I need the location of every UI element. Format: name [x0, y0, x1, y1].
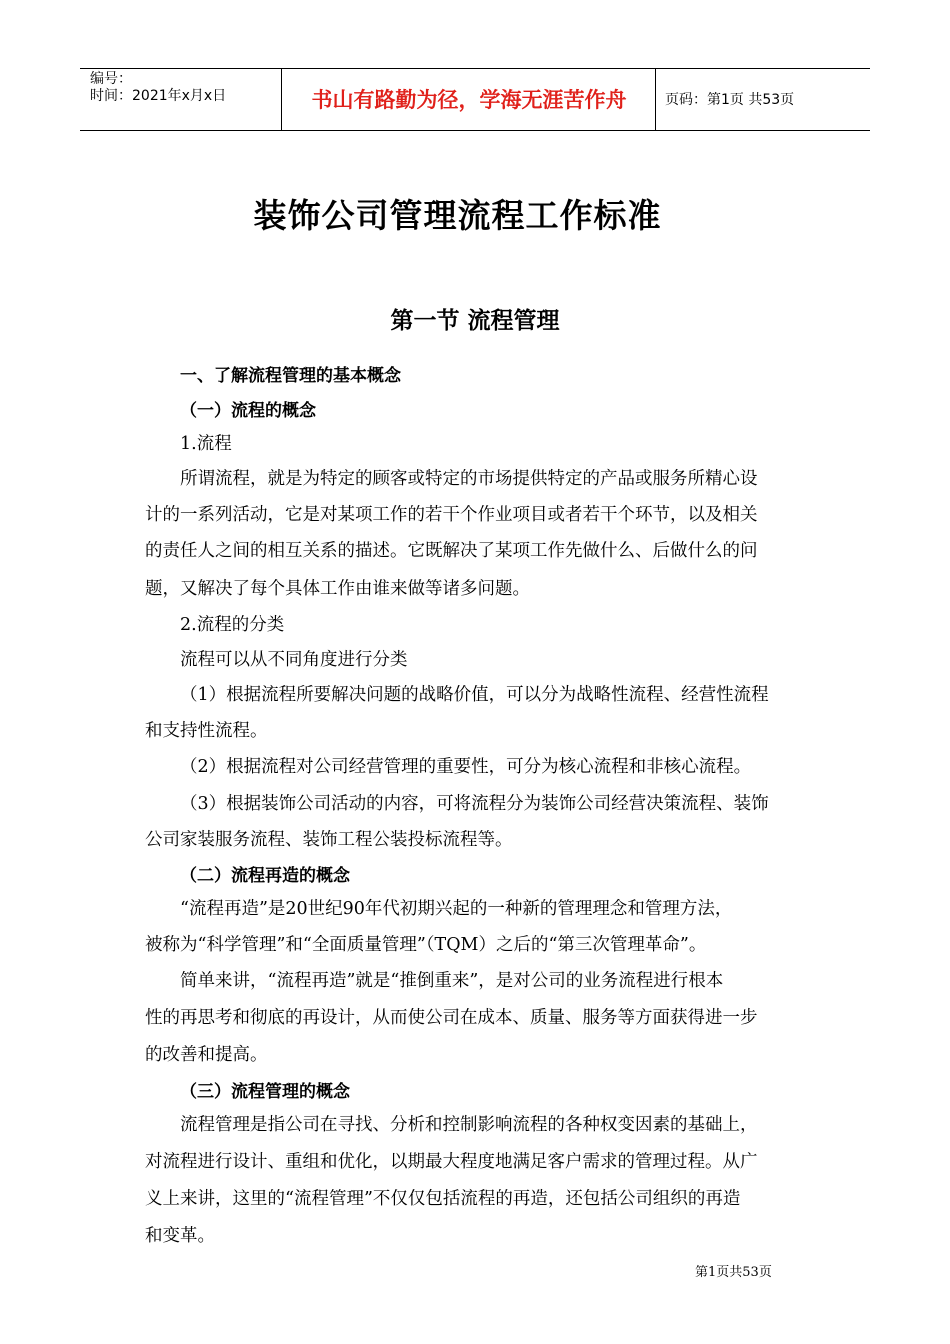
paragraph-line: “流程再造”是20世纪90年代初期兴起的一种新的管理理念和管理方法， — [180, 899, 733, 919]
heading-1: 一、了解流程管理的基本概念 — [180, 366, 401, 386]
paragraph-line: 简单来讲，“流程再造”就是“推倒重来”，是对公司的业务流程进行根本 — [180, 971, 724, 991]
paragraph-line: 和变革。 — [145, 1226, 215, 1246]
subheading: （三）流程管理的概念 — [180, 1082, 350, 1102]
paragraph-line: （3）根据装饰公司活动的内容，可将流程分为装饰公司经营决策流程、装饰 — [180, 794, 769, 814]
document-title: 装饰公司管理流程工作标准 — [253, 196, 662, 235]
document-header — [80, 68, 870, 131]
paragraph-line: 2.流程的分类 — [180, 615, 285, 635]
paragraph-line: 和支持性流程。 — [145, 721, 268, 741]
header-divider — [281, 69, 282, 130]
date-label: 时间：2021年x月x日 — [90, 88, 227, 104]
section-title: 第一节 流程管理 — [390, 308, 560, 334]
paragraph-line: 义上来讲，这里的“流程管理”不仅仅包括流程的再造，还包括公司组织的再造 — [145, 1189, 741, 1209]
paragraph-line: （2）根据流程对公司经营管理的重要性，可分为核心流程和非核心流程。 — [180, 757, 752, 777]
paragraph-line: 所谓流程，就是为特定的顾客或特定的市场提供特定的产品或服务所精心设 — [180, 469, 758, 489]
paragraph-line: 性的再思考和彻底的再设计，从而使公司在成本、质量、服务等方面获得进一步 — [145, 1008, 758, 1028]
page-footer: 第1页共53页 — [695, 1265, 772, 1280]
paragraph-line: 流程管理是指公司在寻找、分析和控制影响流程的各种权变因素的基础上， — [180, 1115, 758, 1135]
subheading: （二）流程再造的概念 — [180, 866, 350, 886]
header-divider — [655, 69, 656, 130]
paragraph-line: 对流程进行设计、重组和优化，以期最大程度地满足客户需求的管理过程。从广 — [145, 1152, 758, 1172]
paragraph-line: 计的一系列活动，它是对某项工作的若干个作业项目或者若干个环节，以及相关 — [145, 505, 758, 525]
paragraph-line: 被称为“科学管理”和“全面质量管理”（TQM）之后的“第三次管理革命”。 — [145, 935, 707, 955]
paragraph-line: 题，又解决了每个具体工作由谁来做等诸多问题。 — [145, 579, 530, 599]
header-page-info: 页码：第1页 共53页 — [665, 92, 795, 108]
paragraph-line: 的改善和提高。 — [145, 1045, 268, 1065]
paragraph-line: （1）根据流程所要解决问题的战略价值，可以分为战略性流程、经营性流程 — [180, 685, 769, 705]
paragraph-line: 1.流程 — [180, 434, 232, 454]
paragraph-line: 公司家装服务流程、装饰工程公装投标流程等。 — [145, 830, 513, 850]
paragraph-line: 流程可以从不同角度进行分类 — [180, 650, 408, 670]
header-motto: 书山有路勤为径，学海无涯苦作舟 — [311, 88, 627, 112]
header-meta — [90, 71, 285, 105]
number-label: 编号： — [90, 71, 132, 87]
paragraph-line: 的责任人之间的相互关系的描述。它既解决了某项工作先做什么、后做什么的问 — [145, 541, 758, 561]
subheading: （一）流程的概念 — [180, 401, 316, 421]
